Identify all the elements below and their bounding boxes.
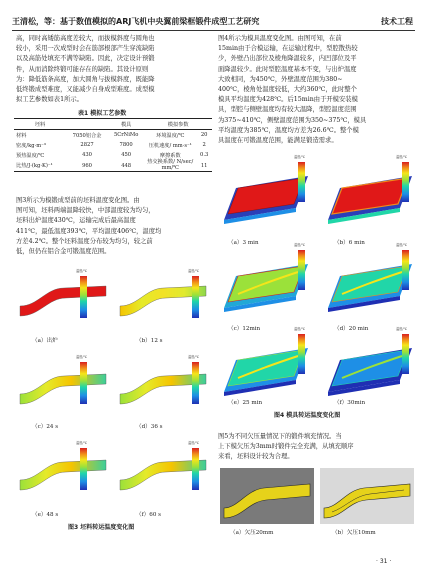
running-header-title: 王清松，等：基于数值模拟的ARJ飞机中央翼前梁框锻件成型工艺研究 [12,17,260,26]
colorbar [80,276,87,318]
table-row: 材料 7050铝合金 5CrNiMo 环境温度/℃ 20 [16,132,208,139]
figure-caption: （b）欠压10mm [332,530,376,536]
colorbar [402,162,409,202]
figure-4-title: 图4 模具转运温度变化图 [274,412,341,419]
table1-header: 坯料 [34,121,46,128]
billet-image-c [18,350,108,420]
figure-caption: （d）36 s [136,424,163,430]
colorbar [402,250,409,290]
figure-caption: （a）欠压20mm [230,530,274,536]
colorbar [192,276,199,318]
right-bottom-paragraph: 图5为不同欠压量情况下的锻件填充情况。当 上下模欠压为3mm时锻件完全充满，从填充顺序 来看，坯料设计较为合理。 [218,433,354,461]
table-row: 比热/J·(kg·K)⁻¹ 960 448 热交换系数/ N/sec/ mm/℃ 11 [16,159,208,171]
figure-5 [220,468,418,540]
table1 [14,118,212,172]
colorbar [80,448,87,490]
colorbar [192,448,199,490]
figure-3-title: 图3 坯料转运温度变化图 [68,524,135,531]
figure-caption: （c）12min [228,326,261,332]
page-number: · 31 · [376,558,392,565]
table1-header: 模具 [120,121,132,128]
figure-caption: （e）48 s [32,512,59,518]
header-rule [12,30,415,31]
colorbar [298,334,305,374]
table-row: 预热温度/℃ 430 450 摩擦系数 0.3 [16,152,209,159]
figure-3: 温度/℃ （a）出炉 温度/℃ （b）12 s 温度/℃ （c）24 s 温度/℃ （d）36 s 温度/℃ （e）48 s 温度/℃ （f）60 s 图3 坯料转运温度变化图 [18,262,212,532]
figure-caption: （e）25 min [228,400,263,406]
colorbar [298,162,305,202]
colorbar [80,362,87,404]
colorbar [192,362,199,404]
figure-caption: （c）24 s [32,424,59,430]
colorbar [402,334,409,374]
right-top-paragraph: 图4所示为模具温度变化图。由图可知，在前 15min由于合模运输，在运输过程中，型腔散热较 少，外壁凸出部位及棱角降温较多，内凹部位及平 面降温较少。此时型腔温度基本不变，与出炉温度 大致相同，为450℃，外壁温度范围为380~ 400℃，棱角处温度较低，大约360℃，此时整个 模具平均温度为428℃。后15min由于开模安装模 具，型腔与侧壁温度均有较大温降，型腔温度范围 为375~410℃，侧壁温度范围为350~375℃，模具 平均温度为385℃，温度均方差为26.6℃。整个模 具温度在可锻温度范围，能满足锻造需求。 [218,35,367,145]
table-row: 密度/kg·m⁻³ 2827 7800 压机速度/ mm·s⁻¹ 2 [16,142,206,149]
figure-caption: （b）6 min [334,240,365,246]
figure-caption: （b）12 s [136,338,163,344]
figure-caption: （f）60 s [136,512,162,518]
running-header-section: 技术工程 [381,17,413,26]
billet-image-a [18,262,108,332]
table1-title: 表1 模拟工艺参数 [78,110,127,117]
fill-image-a [220,468,314,524]
colorbar [298,250,305,290]
figure-caption: （a）3 min [228,240,259,246]
billet-image-e [18,436,108,506]
figure-caption: （f）30min [334,400,366,406]
figure-caption: （d）20 min [334,326,369,332]
figure-4: 温度/℃ （a）3 min 温度/℃ （b）6 min 温度/℃ （c）12min 温度/℃ （d）20 min 温度/℃ （e）25 min 温度/℃ （f）30min 图4 模具转运温度变化图 [218,158,418,420]
figure-caption: （a）出炉 [32,338,58,344]
left-mid-paragraph: 图3所示为模锻成型前的坯料温度变化图。由 图可知，坯料两端温降较快，中部温度较为均匀， 坯料出炉温度430℃，运输完成后最高温度 411℃，最低温度393℃，平均温度406℃，温度均 方差4.2℃。整个坯料温度分布较为均匀，较之前 低，但仍在铝合金可锻温度范围。 [16,197,162,256]
fill-image-b [320,468,414,524]
left-top-paragraph: 高，同时高矮筋高度差较大，而拔模斜度与圆角也 较小，采用一次成型时会在筋部根部产生穿流缺陷 以及高筋处填充不满等缺陷。因此，决定设计预锻 件，从而消除终锻可能存在的缺陷。其设计原则 为：降低筋条高度，加大圆角与拔模斜度，既能降 低终锻成型难度，又能减少自身成型难度。成型模 拟工艺参数如表1所示。 [16,35,155,104]
table1-header: 模拟参数 [167,121,189,128]
